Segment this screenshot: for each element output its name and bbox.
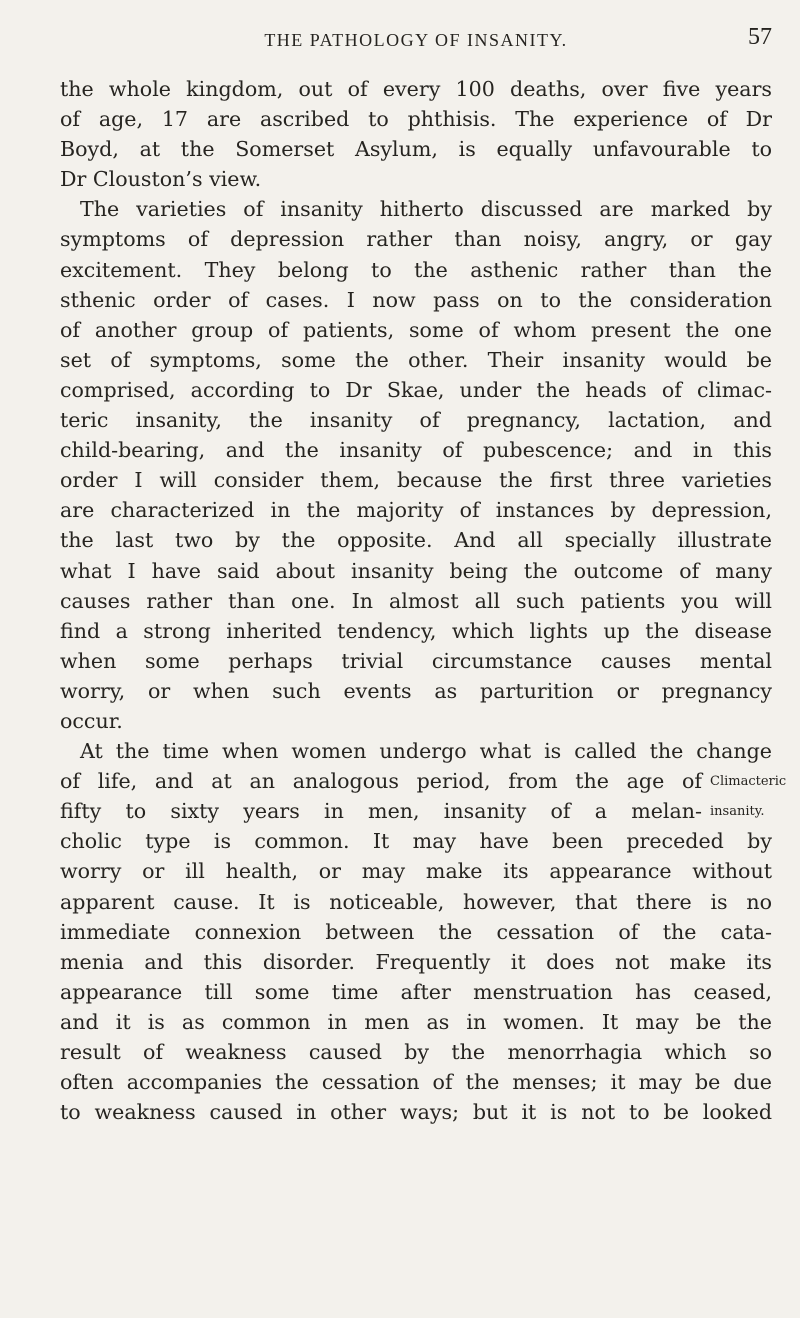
page-number: 57 bbox=[748, 24, 772, 50]
margin-note bbox=[710, 767, 795, 827]
text-line: the whole kingdom, out of every 100 deaths, over five years bbox=[60, 77, 772, 101]
text-line: of age, 17 are ascribed to phthisis. The experience of Dr bbox=[60, 107, 772, 132]
margin-note-line: insanity. bbox=[710, 804, 765, 820]
text-line: when some perhaps trivial circumstance causes mental bbox=[60, 648, 772, 673]
text-line: Dr Clouston’s view. bbox=[60, 167, 262, 192]
page-header bbox=[60, 24, 772, 58]
text-line: child-bearing, and the insanity of pubescence; and in this bbox=[60, 438, 772, 463]
margin-note-line: Climacteric bbox=[710, 774, 787, 789]
text-line: At the time when women undergo what is called the change bbox=[80, 739, 772, 764]
text-line: worry or ill health, or may make its appearance without bbox=[60, 859, 772, 884]
text-line: of life, and at an analogous period, from the age of bbox=[60, 769, 702, 794]
text-line: cholic type is common. It may have been preceded by bbox=[60, 829, 772, 854]
text-line: menia and this disorder. Frequently it does not make its bbox=[60, 949, 772, 974]
text-line: excitement. They belong to the asthenic rather than the bbox=[60, 257, 772, 282]
text-line: symptoms of depression rather than noisy, angry, or gay bbox=[60, 227, 772, 252]
running-head: THE PATHOLOGY OF INSANITY. bbox=[264, 30, 568, 50]
text-line: result of weakness caused by the menorrhagia which so bbox=[60, 1040, 772, 1064]
text-line: often accompanies the cessation of the menses; it may be due bbox=[60, 1070, 772, 1095]
text-line: appearance till some time after menstruation has ceased, bbox=[60, 979, 772, 1004]
text-line: of another group of patients, some of whom present the one bbox=[60, 317, 772, 342]
text-line: the last two by the opposite. And all specially illustrate bbox=[60, 528, 772, 553]
text-line: find a strong inherited tendency, which lights up the disease bbox=[60, 618, 772, 643]
text-line: The varieties of insanity hitherto discussed are marked by bbox=[80, 197, 772, 222]
text-line: set of symptoms, some the other. Their insanity would be bbox=[60, 347, 772, 372]
text-line: to weakness caused in other ways; but it is not to be looked bbox=[60, 1100, 772, 1125]
body-text bbox=[60, 74, 772, 1127]
text-line: and it is as common in men as in women. It may be the bbox=[60, 1009, 772, 1034]
text-line: causes rather than one. In almost all such patients you will bbox=[60, 588, 772, 613]
text-line: order I will consider them, because the first three varieties bbox=[60, 468, 772, 493]
text-line: are characterized in the majority of instances by depression, bbox=[60, 498, 772, 523]
text-line: occur. bbox=[60, 708, 123, 733]
text-line: Boyd, at the Somerset Asylum, is equally unfavourable to bbox=[60, 137, 772, 162]
text-line: apparent cause. It is noticeable, however, that there is no bbox=[60, 889, 772, 914]
text-line: worry, or when such events as parturition or pregnancy bbox=[60, 678, 772, 703]
text-line: what I have said about insanity being the outcome of many bbox=[60, 558, 772, 583]
text-line: sthenic order of cases. I now pass on to the consideration bbox=[60, 287, 772, 312]
text-line: teric insanity, the insanity of pregnancy, lactation, and bbox=[60, 408, 772, 433]
text-line: immediate connexion between the cessation of the cata- bbox=[60, 919, 772, 944]
text-line: comprised, according to Dr Skae, under the heads of climac- bbox=[60, 377, 772, 402]
text-line: fifty to sixty years in men, insanity of a melan- bbox=[60, 799, 702, 824]
